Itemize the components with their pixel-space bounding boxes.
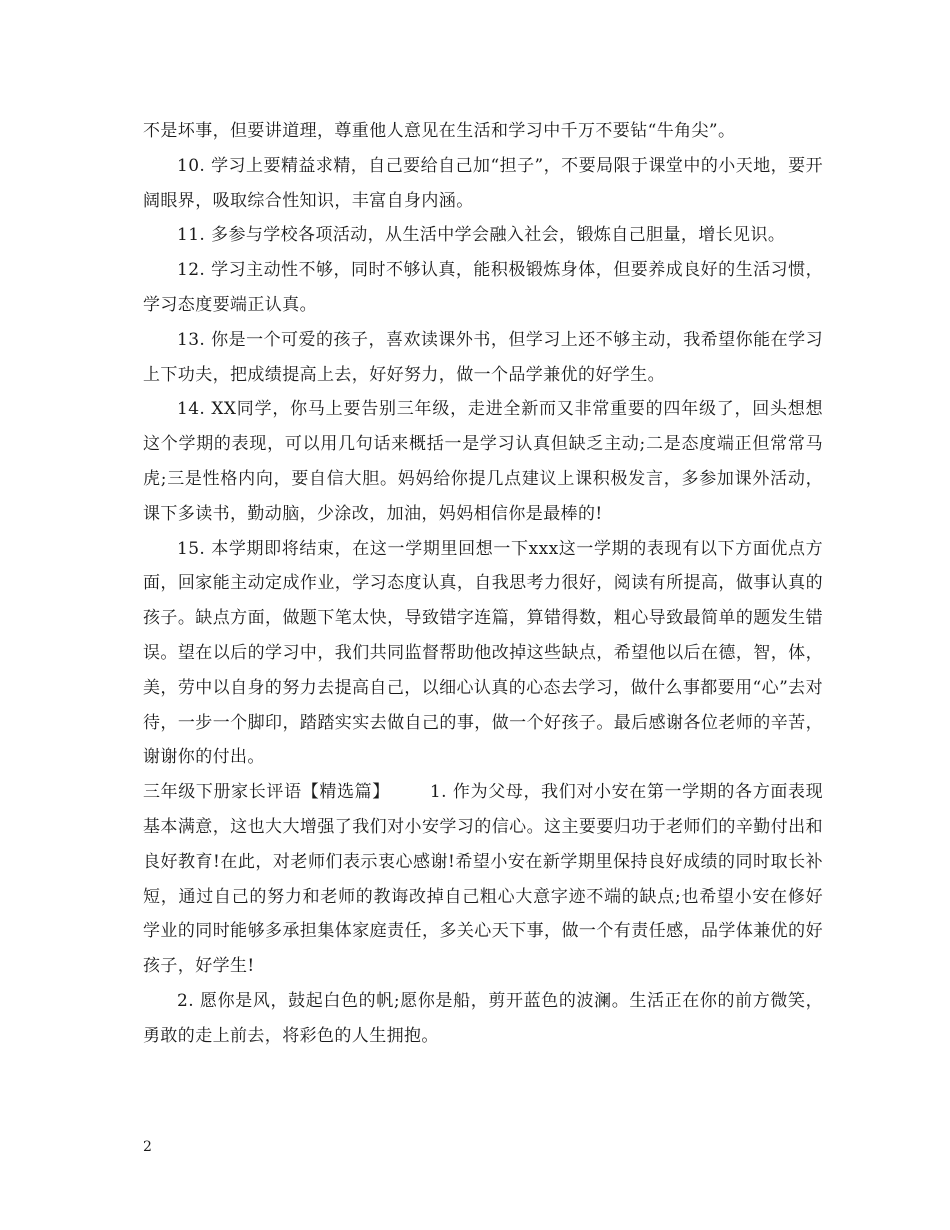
paragraph-item-14: 14. XX同学，你马上要告别三年级，走进全新而又非常重要的四年级了，回头想想这个学期的表现，可以用几句话来概括一是学习认真但缺乏主动;二是态度端正但常常马虎;三是性格内向，要自信大胆。妈妈给你提几点建议上课积极发言，多参加课外活动，课下多读书，勤动脑，少涂改，加油，妈妈相信你是最棒的! xyxy=(143,399,823,524)
section-heading: 三年级下册家长评语【精选篇】 xyxy=(143,782,390,803)
paragraph-item-11: 11. 多参与学校各项活动，从生活中学会融入社会，锻炼自己胆量，增长见识。 xyxy=(177,225,786,246)
paragraph-item-15: 15. 本学期即将结束，在这一学期里回想一下xxx这一学期的表现有以下方面优点方面，回家能主动定成作业，学习态度认真，自我思考力很好，阅读有所提高，做事认真的孩子。缺点方面，做题下笔太快，导致错字连篇，算错得数，粗心导致最简单的题发生错误。望在以后的学习中，我们共同监督帮助他改掉这些缺点，希望他以后在德，智，体，美，劳中以自身的努力去提高自己，以细心认真的心态去学习，做什么事都要用“心”去对待，一步一个脚印，踏踏实实去做自己的事，做一个好孩子。最后感谢各位老师的辛苦，谢谢你的付出。 xyxy=(143,538,823,768)
paragraph-item-13: 13. 你是一个可爱的孩子，喜欢读课外书，但学习上还不够主动，我希望你能在学习上下功夫，把成绩提高上去，好好努力，做一个品学兼优的好学生。 xyxy=(143,329,823,385)
section-paragraph xyxy=(143,775,823,984)
paragraph-item-12: 12. 学习主动性不够，同时不够认真，能积极锻炼身体，但要养成良好的生活习惯，学习态度要端正认真。 xyxy=(143,260,823,315)
page-number: 2 xyxy=(143,1139,152,1155)
document-body xyxy=(143,114,823,1054)
paragraph-item-10: 10. 学习上要精益求精，自己要给自己加“担子”，不要局限于课堂中的小天地，要开阔眼界，吸取综合性知识，丰富自身内涵。 xyxy=(143,155,823,211)
section-item-1: 1. 作为父母，我们对小安在第一学期的各方面表现基本满意，这也大大增强了我们对小安学习的信心。这主要要归功于老师们的辛勤付出和良好教育!在此，对老师们表示衷心感谢!希望小安在新学期里保持良好成绩的同时取长补短，通过自己的努力和老师的教诲改掉自己粗心大意字迹不端的缺点;也希望小安在修好学业的同时能够多承担集体家庭责任，多关心天下事，做一个有责任感，品学体兼优的好孩子，好学生! xyxy=(143,782,823,977)
section-item-2: 2. 愿你是风，鼓起白色的帆;愿你是船，剪开蓝色的波澜。生活正在你的前方微笑，勇敢的走上前去，将彩色的人生拥抱。 xyxy=(143,990,823,1046)
paragraph-continued: 不是坏事，但要讲道理，尊重他人意见在生活和学习中千万不要钻“牛角尖”。 xyxy=(143,121,736,141)
